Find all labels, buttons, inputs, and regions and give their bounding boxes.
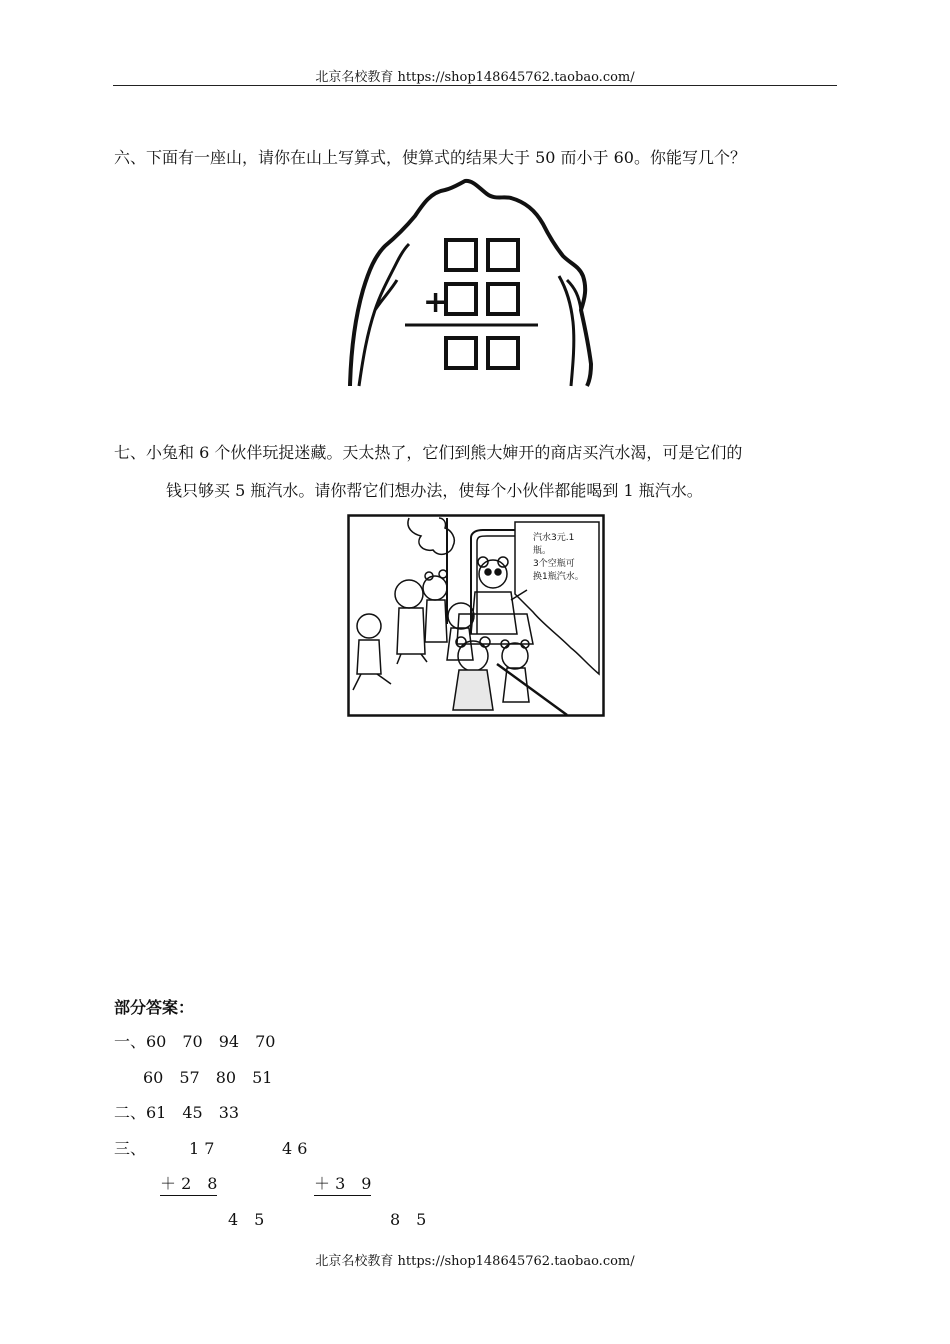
mountain-ridge-right — [559, 276, 581, 386]
digit-box — [488, 284, 518, 314]
digit-box — [488, 338, 518, 368]
mountain-ridge-left — [359, 244, 409, 386]
digit-box — [488, 240, 518, 270]
answer-row-3: 二、61 45 33 — [114, 1103, 240, 1122]
header-divider — [113, 85, 837, 86]
page-footer: 北京名校教育 https://shop148645762.taobao.com/ — [315, 1254, 635, 1269]
calc-2-top: 4 6 — [282, 1139, 308, 1158]
digit-box — [446, 284, 476, 314]
answer-3-label: 三、 — [114, 1139, 147, 1158]
sign-line: 换1瓶汽水。 — [533, 572, 584, 582]
calc-1-top: 1 7 — [189, 1139, 215, 1158]
page-header: 北京名校教育 https://shop148645762.taobao.com/ — [315, 70, 635, 85]
mountain-illustration — [345, 178, 605, 388]
answer-row-1: 一、60 70 94 70 — [114, 1032, 276, 1051]
calc-1-result: 4 5 — [228, 1210, 265, 1229]
question-6-text: 六、下面有一座山，请你在山上写算式，使算式的结果大于 50 而小于 60。你能写几个？ — [114, 148, 746, 167]
answers-title: 部分答案： — [114, 998, 195, 1017]
plus-sign: + — [423, 285, 449, 320]
calc-2-addend: ＋ 3 9 — [314, 1174, 371, 1196]
sign-line: 瓶。 — [533, 546, 552, 556]
calc-1-addend: ＋ 2 8 — [160, 1174, 217, 1196]
calc-2-result: 8 5 — [390, 1210, 427, 1229]
digit-box — [446, 240, 476, 270]
sign-line: 汽水3元.1 — [533, 533, 575, 543]
digit-box — [446, 338, 476, 368]
question-7-line2: 钱只够买 5 瓶汽水。请你帮它们想办法，使每个小伙伴都能喝到 1 瓶汽水。 — [166, 481, 703, 500]
answer-row-2: 60 57 80 51 — [143, 1068, 273, 1087]
sign-line: 3个空瓶可 — [533, 559, 575, 569]
question-7-line1: 七、小兔和 6 个伙伴玩捉迷藏。天太热了，它们到熊大婶开的商店买汽水渴，可是它们的 — [114, 443, 743, 462]
shop-illustration — [347, 514, 605, 717]
